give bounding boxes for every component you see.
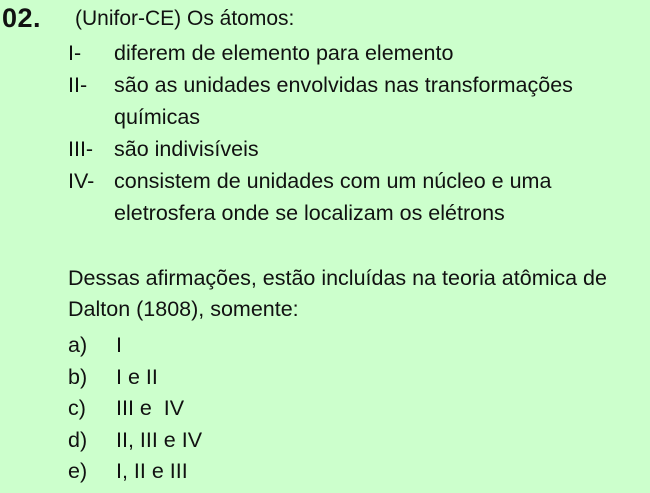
- question-number: 02.: [2, 3, 42, 33]
- statement-item: [68, 37, 643, 69]
- statement-item: [68, 69, 643, 133]
- statement-numeral: II-: [68, 73, 88, 97]
- statement-numeral: I-: [68, 41, 82, 65]
- option-text: I e II: [116, 364, 158, 389]
- option-text: II, III e IV: [116, 427, 203, 452]
- option-letter: b): [68, 364, 88, 389]
- statement-text: são as unidades envolvidas nas transformações químicas: [114, 73, 573, 129]
- option-text: I: [116, 333, 122, 357]
- option-text: I, II e III: [116, 459, 188, 483]
- option-letter: e): [68, 459, 88, 483]
- statement-numeral: III-: [68, 137, 94, 161]
- option-text: III e IV: [116, 396, 185, 420]
- statement-text: são indivisíveis: [114, 137, 259, 161]
- statement-numeral: IV-: [68, 169, 95, 193]
- statement-text: consistem de unidades com um núcleo e uma eletrosfera onde se localizam os elétrons: [114, 169, 552, 225]
- statement-item: [68, 133, 643, 165]
- option-letter: c): [68, 396, 86, 420]
- question-source: (Unifor-CE) Os átomos:: [75, 7, 295, 30]
- question-stem: Dessas afirmações, estão incluídas na teoria atômica de Dalton (1808), somente:: [68, 266, 607, 321]
- statement-text: diferem de elemento para elemento: [114, 41, 454, 65]
- statement-list: [68, 37, 643, 229]
- option-letter: a): [68, 333, 88, 357]
- option-letter: d): [68, 427, 88, 452]
- statement-item: [68, 165, 643, 229]
